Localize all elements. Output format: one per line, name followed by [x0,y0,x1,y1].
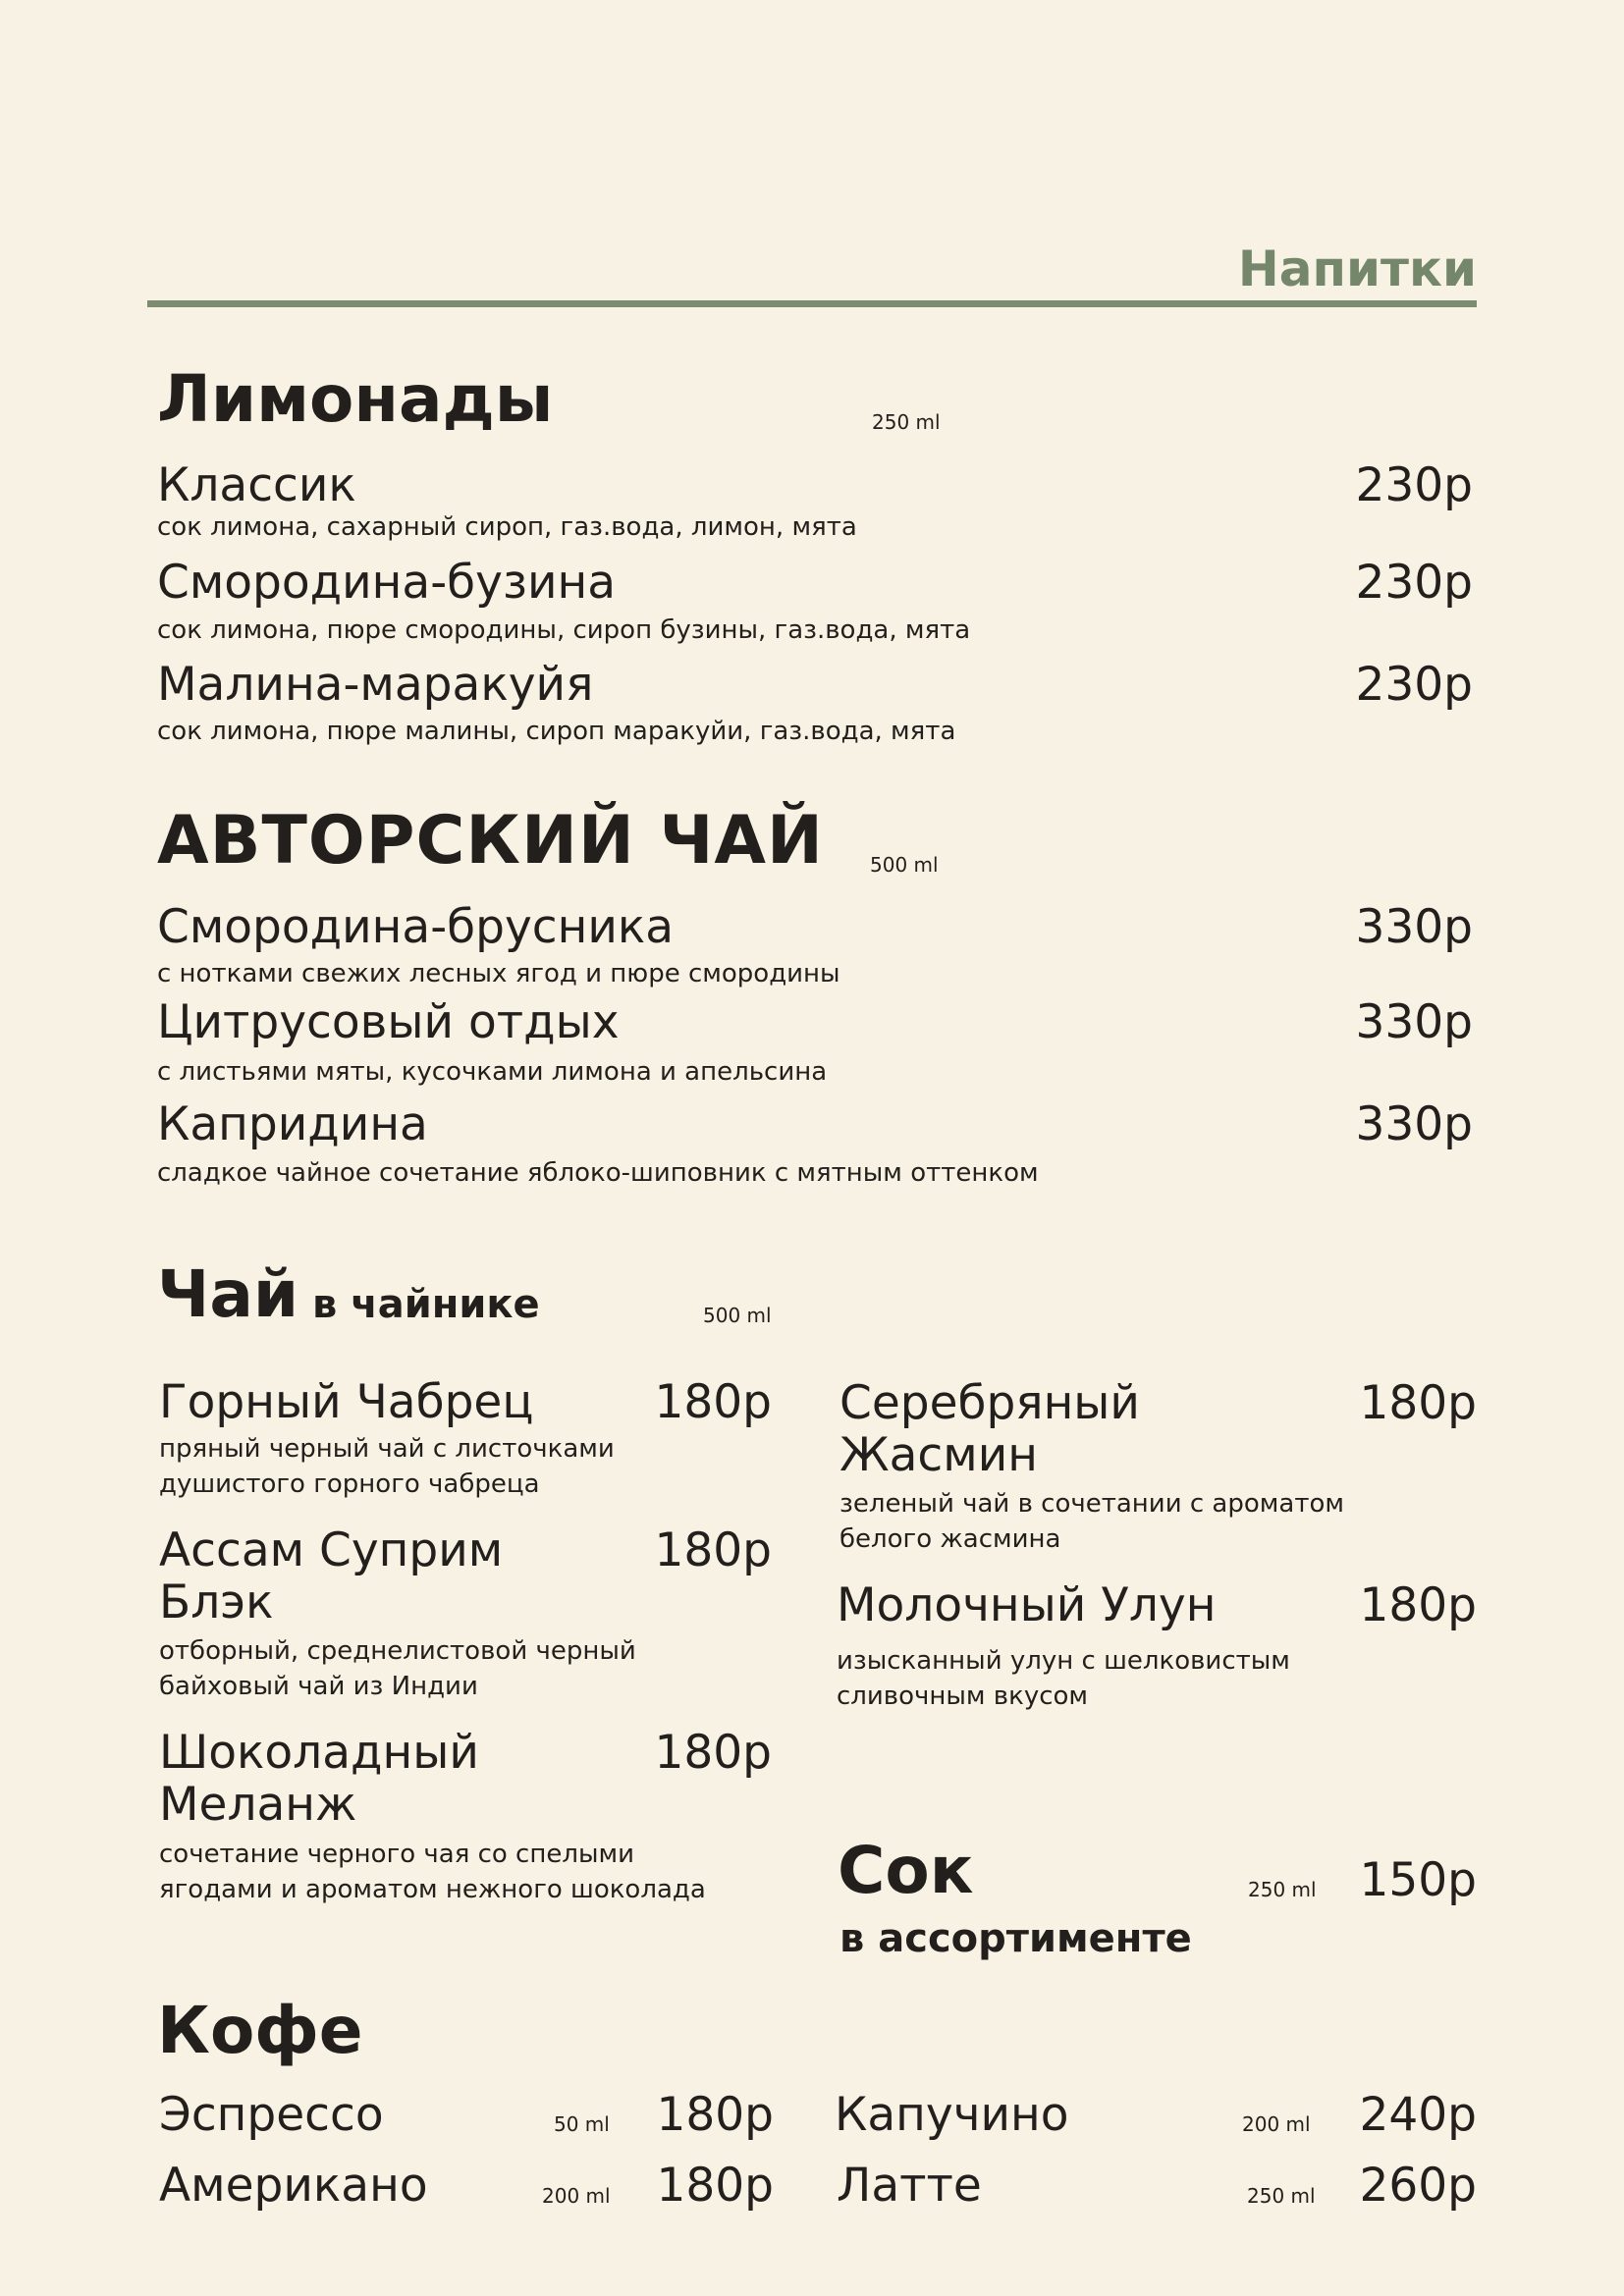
menu-item-name: Горный Чабрец [159,1375,534,1429]
menu-item-desc: сочетание черного чая со спелыми [159,1840,635,1869]
menu-item-name: Латте [837,2159,982,2213]
menu-item-name: Блэк [159,1575,274,1629]
menu-item-name: Капридина [157,1097,428,1151]
section-title-lemonades: Лимонады [157,361,554,437]
menu-item-desc: сок лимона, сахарный сироп, газ.вода, лимон, мята [157,512,857,542]
section-title-juice: Сок [838,1833,974,1908]
menu-item-volume: 200 ml [542,2184,611,2208]
menu-item-desc: сок лимона, пюре малины, сироп маракуйи, газ.вода, мята [157,717,956,746]
section-volume-teapot: 500 ml [703,1304,772,1327]
menu-item-name: Серебряный [839,1376,1140,1430]
menu-item-price: 180р [656,2159,774,2213]
section-subtitle-teapot: в чайнике [312,1282,540,1327]
menu-item-name: Цитрусовый отдых [157,995,620,1049]
page-title: Напитки [1237,240,1477,297]
menu-item-price: 180р [656,2088,774,2142]
menu-item-price: 180р [1359,1376,1477,1430]
menu-item-volume: 250 ml [1247,2184,1316,2208]
section-title-author-tea: АВТОРСКИЙ ЧАЙ [157,802,824,880]
section-volume-author-tea: 500 ml [870,853,939,877]
menu-item-name: Шоколадный [159,1726,479,1780]
menu-item-price: 330р [1355,900,1473,954]
menu-item-name: Жасмин [839,1428,1038,1482]
menu-item-desc: сок лимона, пюре смородины, сироп бузины, газ.вода, мята [157,615,971,645]
menu-item-name: Малина-маракуйя [157,658,594,712]
menu-item-price: 260р [1359,2159,1477,2213]
menu-item-desc: изысканный улун с шелковистым [837,1646,1290,1676]
menu-item-desc: сладкое чайное сочетание яблоко-шиповник с мятным оттенком [157,1158,1039,1188]
menu-item-name: Смородина-бузина [157,556,617,610]
menu-item-name: Капучино [835,2088,1069,2142]
menu-item-price: 180р [1359,1578,1477,1632]
menu-item-price: 230р [1355,458,1473,512]
menu-item-price: 180р [654,1375,772,1429]
menu-item-desc: с нотками свежих лесных ягод и пюре смородины [157,959,840,988]
section-title-teapot: Чай [157,1256,299,1332]
menu-item-desc: пряный черный чай с листочками [159,1434,615,1464]
menu-item-name: Эспрессо [159,2088,384,2142]
menu-item-price: 240р [1359,2088,1477,2142]
section-volume-juice: 250 ml [1248,1878,1317,1901]
menu-item-desc: сливочным вкусом [837,1682,1089,1711]
section-title-coffee: Кофе [157,1993,363,2068]
menu-item-name: Классик [157,458,356,512]
menu-item-price: 330р [1355,1097,1473,1151]
menu-item-price: 330р [1355,995,1473,1049]
menu-item-price: 230р [1355,658,1473,712]
menu-item-name: Смородина-брусника [157,900,675,954]
menu-item-name: Молочный Улун [837,1578,1217,1632]
menu-item-desc: белого жасмина [839,1524,1061,1554]
menu-item-name: Американо [159,2159,428,2213]
menu-item-desc: отборный, среднелистовой черный [159,1636,636,1666]
menu-item-volume: 50 ml [554,2112,610,2136]
menu-item-price: 230р [1355,556,1473,610]
menu-item-desc: байховый чай из Индии [159,1672,478,1701]
menu-item-desc: ягодами и ароматом нежного шоколада [159,1875,706,1904]
menu-item-desc: с листьями мяты, кусочками лимона и апельсина [157,1057,828,1087]
section-volume-lemonades: 250 ml [872,410,941,434]
menu-item-desc: душистого горного чабреца [159,1469,540,1499]
section-subtitle-juice: в ассортименте [839,1916,1192,1961]
menu-item-price: 180р [654,1726,772,1780]
menu-item-name: Меланж [159,1778,357,1832]
header-divider [147,300,1477,307]
menu-item-price: 150р [1359,1853,1477,1907]
menu-item-price: 180р [654,1523,772,1577]
menu-item-name: Ассам Суприм [159,1523,504,1577]
menu-item-volume: 200 ml [1242,2112,1311,2136]
menu-item-desc: зеленый чай в сочетании с ароматом [839,1489,1344,1519]
